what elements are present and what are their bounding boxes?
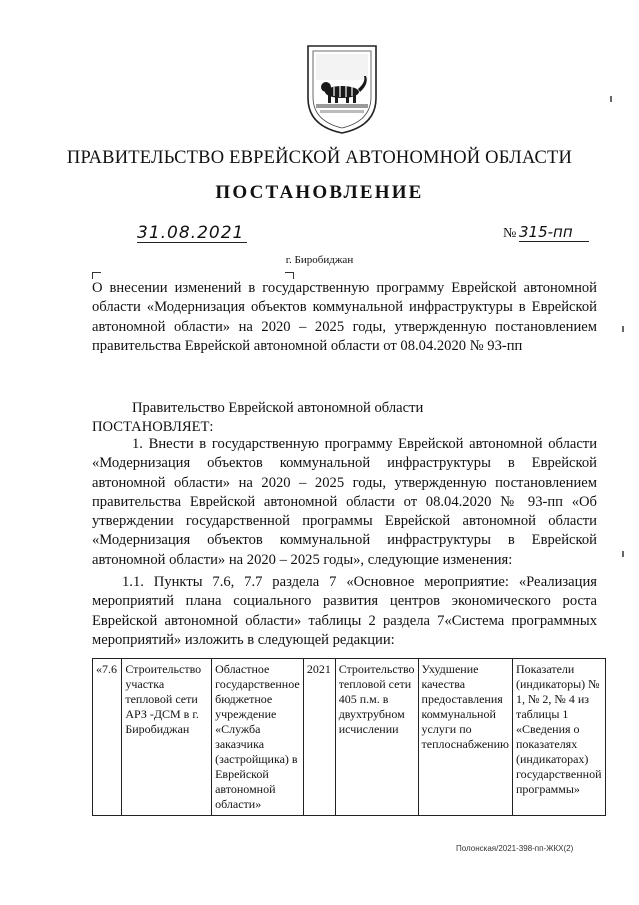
body-paragraph-1: 1. Внести в государственную программу Еврейской автономной области «Модернизация объектов коммунальной инфраструктуры в Еврейской автономной области» на 2020 – 2025 годы, утвержденную постановлением правительства Еврейской автономной области от 08.04.2020 № 93-пп «Об утверждении государственной программы Еврейской автономной области «Модернизация объектов коммунальной инфраструктуры в Еврейской автономной области» на 2020 – 2025 годы», следующие изменения: xyxy=(92,436,597,568)
table-cell-number: «7.6 xyxy=(93,659,122,816)
preamble xyxy=(92,399,597,438)
table-cell-consequence: Ухудшение качества предоставления коммунальной услуги по теплоснабжению xyxy=(418,659,512,816)
table-cell-executor: Областное государственное бюджетное учреждение «Служба заказчика (застройщика) в Еврейской автономной области» xyxy=(212,659,304,816)
document-date: 31.08.2021 xyxy=(137,224,247,243)
number-sign: № xyxy=(503,226,517,241)
document-subject: О внесении изменений в государственную программу Еврейской автономной области «Модернизация объектов коммунальной инфраструктуры в Еврейской автономной области» на 2020 – 2025 годы, утвержденную постановлением правительства Еврейской автономной области от 08.04.2020 № 93-пп xyxy=(92,280,597,354)
preamble-decree: ПОСТАНОВЛЯЕТ: xyxy=(92,419,214,436)
table-cell-result: Строительство тепловой сети 405 п.м. в двухтрубном исчислении xyxy=(335,659,418,816)
region-emblem-icon xyxy=(304,42,380,136)
table-row xyxy=(93,659,606,816)
subject-corner-left xyxy=(92,272,101,279)
scan-mark xyxy=(622,551,624,557)
table-cell-name: Строительство участка тепловой сети АРЗ -ДСМ в г. Биробиджан xyxy=(122,659,212,816)
scan-mark xyxy=(610,96,612,102)
scan-mark xyxy=(622,326,624,332)
city-label: г. Биробиджан xyxy=(285,254,354,266)
table-cell-year: 2021 xyxy=(303,659,335,816)
table-cell-indicators: Показатели (индикаторы) № 1, № 2, № 4 из таблицы 1 «Сведения о показателях (индикаторах) государственной программы» xyxy=(512,659,605,816)
preamble-authority: Правительство Еврейской автономной области xyxy=(132,400,424,416)
footer-reference: Полонская/2021-398-пп-ЖКХ(2) xyxy=(456,844,574,853)
document-type-title: ПОСТАНОВЛЕНИЕ xyxy=(215,182,424,203)
government-title: ПРАВИТЕЛЬСТВО ЕВРЕЙСКОЙ АВТОНОМНОЙ ОБЛАСТИ xyxy=(66,148,573,168)
program-measures-table xyxy=(92,658,606,816)
subject-corner-right xyxy=(285,272,294,279)
body-paragraph-2: 1.1. Пункты 7.6, 7.7 раздела 7 «Основное мероприятие: «Реализация мероприятий плана социального развития центров экономического роста Еврейской автономной области» таблицы 2 раздела 7«Система программных мероприятий» изложить в следующей редакции: xyxy=(92,574,597,648)
document-number: 315-пп xyxy=(519,223,589,242)
